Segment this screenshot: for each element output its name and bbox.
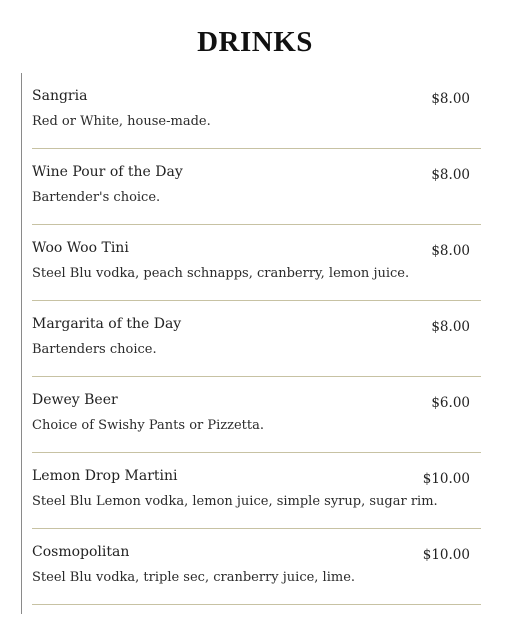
- item-price: $8.00: [431, 91, 470, 107]
- item-name: Wine Pour of the Day: [32, 164, 183, 180]
- item-description: Steel Blu vodka, peach schnapps, cranberry, lemon juice.: [32, 266, 410, 281]
- item-name: Sangria: [32, 88, 88, 104]
- page-title: DRINKS: [197, 26, 313, 58]
- item-description: Steel Blu vodka, triple sec, cranberry juice, lime.: [32, 570, 356, 585]
- item-name: Margarita of the Day: [32, 316, 182, 332]
- menu-item-margarita: [32, 301, 481, 377]
- item-price: $8.00: [431, 243, 470, 259]
- item-price: $8.00: [431, 167, 470, 183]
- menu-item-dewey-beer: [32, 377, 481, 453]
- menu-item-cosmopolitan: [32, 529, 481, 605]
- item-price: $10.00: [422, 471, 470, 487]
- item-description: Choice of Swishy Pants or Pizzetta.: [32, 418, 265, 433]
- item-description: Bartender's choice.: [32, 190, 161, 205]
- menu-item-wine-pour: [32, 149, 481, 225]
- left-vertical-rule: [21, 73, 22, 614]
- item-description: Steel Blu Lemon vodka, lemon juice, simple syrup, sugar rim.: [32, 494, 438, 509]
- item-description: Red or White, house-made.: [32, 114, 211, 129]
- item-name: Woo Woo Tini: [32, 240, 129, 256]
- drinks-list: [32, 73, 481, 605]
- item-price: $8.00: [431, 319, 470, 335]
- item-price: $10.00: [422, 547, 470, 563]
- item-name: Lemon Drop Martini: [32, 468, 178, 484]
- item-description: Bartenders choice.: [32, 342, 157, 357]
- item-name: Dewey Beer: [32, 392, 118, 408]
- menu-item-lemon-drop-martini: [32, 453, 481, 529]
- item-price: $6.00: [431, 395, 470, 411]
- item-name: Cosmopolitan: [32, 544, 130, 560]
- menu-item-woo-woo-tini: [32, 225, 481, 301]
- menu-item-sangria: [32, 73, 481, 149]
